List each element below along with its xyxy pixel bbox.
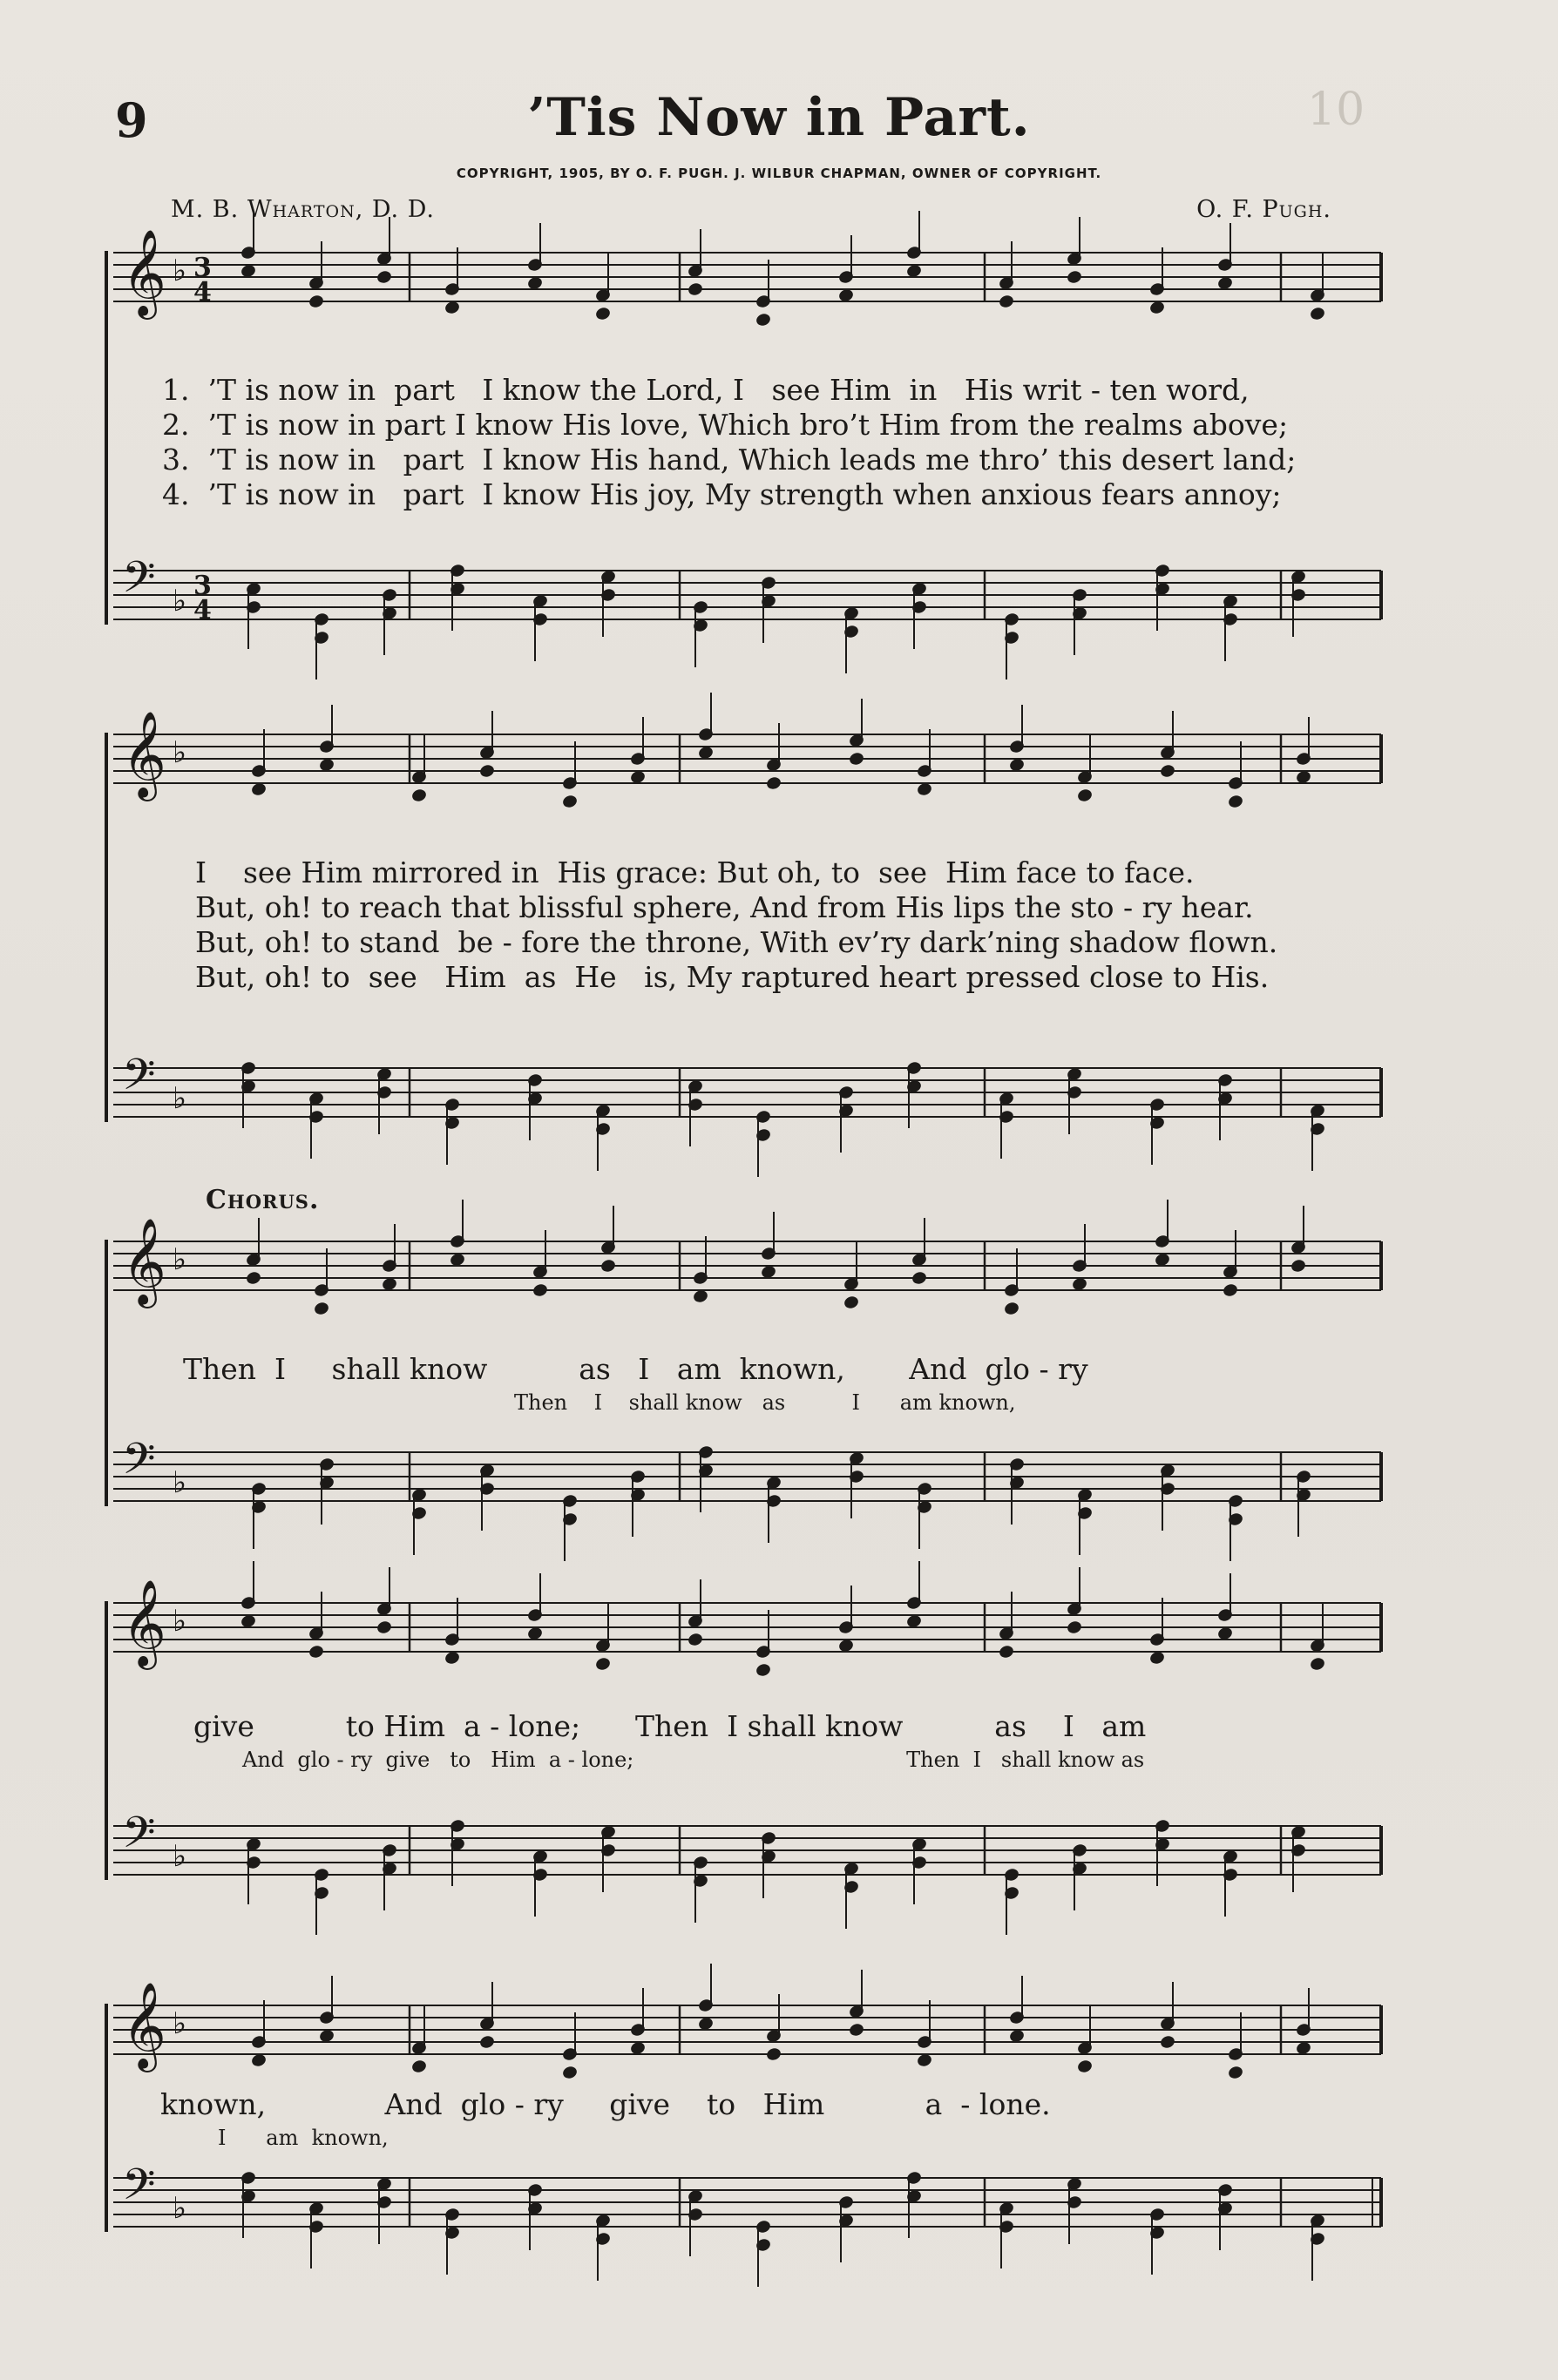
verse-2-line-1: 2. ’T is now in part I know His love, Which bro’t Him from the realms above;: [162, 408, 1289, 442]
verse-3-line-2: But, oh! to stand be - fore the throne, With ev’ry dark’ning shadow flown.: [195, 925, 1278, 959]
verse-1-line-1: 1. ’T is now in part I know the Lord, I see Him in His writ - ten word,: [162, 373, 1250, 407]
verse-4-line-2: But, oh! to see Him as He is, My raptured heart pressed close to His.: [195, 960, 1270, 994]
flat-key-icon: ♭: [173, 1081, 187, 1116]
flat-key-icon: ♭: [173, 1604, 187, 1639]
treble-clef-icon: 𝄞: [122, 1982, 166, 2069]
chorus-line-3: known, And glo - ry give to Him a - lone.: [160, 2087, 1051, 2121]
bass-clef-icon: 𝄢: [122, 552, 156, 613]
chorus-line-1: Then I shall know as I am known, And glo - ry: [183, 1352, 1088, 1386]
flat-key-icon: ♭: [173, 2191, 187, 2226]
chorus-line-2: give to Him a - lone; Then I shall know as I am: [193, 1709, 1147, 1743]
chorus-bass-words-3: I am known,: [218, 2126, 389, 2150]
bass-clef-icon: 𝄢: [122, 1434, 156, 1495]
bass-clef-icon: 𝄢: [122, 1050, 156, 1111]
hymn-number: 9: [115, 92, 148, 148]
chorus-bass-words-2: And glo - ry give to Him a - lone; Then I shall know as: [242, 1748, 1145, 1772]
bass-clef-icon: 𝄢: [122, 1808, 156, 1869]
chorus-label: Chorus.: [206, 1185, 320, 1215]
verse-3-line-1: 3. ’T is now in part I know His hand, Which leads me thro’ this desert land;: [162, 443, 1297, 477]
flat-key-icon: ♭: [173, 254, 187, 288]
treble-clef-icon: 𝄞: [122, 711, 166, 798]
flat-key-icon: ♭: [173, 584, 187, 619]
flat-key-icon: ♭: [173, 1465, 187, 1500]
time-signature-top: 3: [193, 253, 212, 283]
time-signature-top: 3: [193, 571, 212, 601]
flat-key-icon: ♭: [173, 735, 187, 770]
composer: O. F. Pugh.: [1196, 196, 1331, 223]
verse-1-line-2: I see Him mirrored in His grace: But oh, to see Him face to face.: [195, 855, 1195, 889]
flat-key-icon: ♭: [173, 2006, 187, 2041]
time-signature-bottom: 4: [193, 595, 212, 625]
chorus-bass-words-1: Then I shall know as I am known,: [514, 1390, 1016, 1415]
treble-clef-icon: 𝄞: [122, 1218, 166, 1305]
facing-page-number-bleed: 10: [1307, 84, 1365, 136]
treble-clef-icon: 𝄞: [122, 1579, 166, 1667]
bass-clef-icon: 𝄢: [122, 2160, 156, 2221]
hymn-title: ’Tis Now in Part.: [527, 87, 1031, 148]
lyricist: M. B. Wharton, D. D.: [171, 196, 435, 223]
treble-clef-icon: 𝄞: [122, 229, 166, 316]
verse-2-line-2: But, oh! to reach that blissful sphere, And from His lips the sto - ry hear.: [195, 890, 1254, 924]
verse-4-line-1: 4. ’T is now in part I know His joy, My strength when anxious fears annoy;: [162, 477, 1282, 511]
time-signature-bottom: 4: [193, 277, 212, 308]
flat-key-icon: ♭: [173, 1242, 187, 1277]
flat-key-icon: ♭: [173, 1839, 187, 1874]
copyright-line: COPYRIGHT, 1905, BY O. F. PUGH. J. WILBUR CHAPMAN, OWNER OF COPYRIGHT.: [456, 166, 1102, 181]
